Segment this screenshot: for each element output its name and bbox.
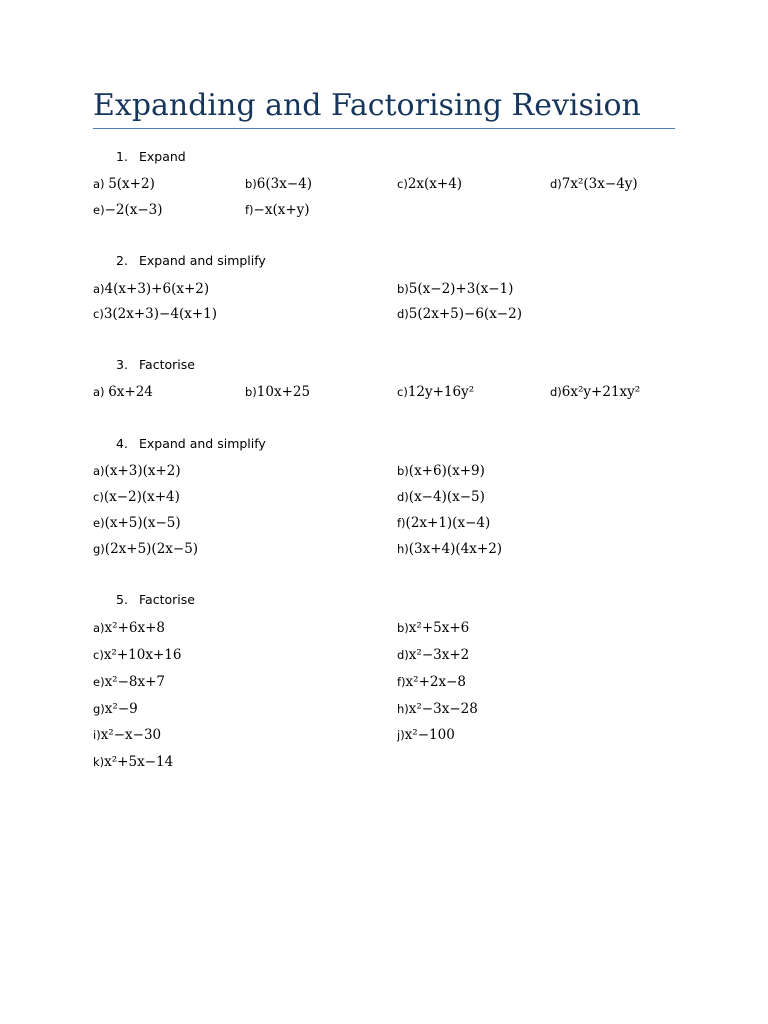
question-5k: k)x²+5x−14 [93,754,174,770]
section-5-heading [116,592,195,608]
question-4b: b)(x+6)(x+9) [397,463,485,479]
question-1b: b)6(3x−4) [245,176,313,192]
question-4a: a)(x+3)(x+2) [93,463,181,479]
question-3d: d)6x²y+21xy² [550,384,641,400]
question-3c: c)12y+16y² [397,384,475,400]
section-number: 5. [116,592,128,607]
question-4d: d)(x−4)(x−5) [397,489,485,505]
page-title: Expanding and Factorising Revision [93,88,641,123]
question-2c: c)3(2x+3)−4(x+1) [93,306,217,322]
question-1c: c)2x(x+4) [397,176,463,192]
section-title: Expand [139,149,186,164]
question-1a: a) 5(x+2) [93,176,155,192]
section-1-heading [116,149,186,165]
question-5d: d)x²−3x+2 [397,647,470,663]
question-5a: a)x²+6x+8 [93,620,165,636]
section-number: 3. [116,357,128,372]
question-2a: a)4(x+3)+6(x+2) [93,281,210,297]
section-4-heading [116,436,266,452]
question-4e: e)(x+5)(x−5) [93,515,181,531]
question-1f: f)−x(x+y) [245,202,310,218]
question-5b: b)x²+5x+6 [397,620,470,636]
section-title: Factorise [139,357,195,372]
question-2d: d)5(2x+5)−6(x−2) [397,306,522,322]
question-3b: b)10x+25 [245,384,311,400]
question-5h: h)x²−3x−28 [397,701,478,717]
question-4c: c)(x−2)(x+4) [93,489,180,505]
section-number: 2. [116,253,128,268]
question-5f: f)x²+2x−8 [397,674,466,690]
question-5j: j)x²−100 [397,727,455,743]
question-5c: c)x²+10x+16 [93,647,182,663]
section-number: 1. [116,149,128,164]
section-title: Expand and simplify [139,436,266,451]
section-title: Factorise [139,592,195,607]
section-2-heading [116,253,266,269]
question-4g: g)(2x+5)(2x−5) [93,541,199,557]
section-title: Expand and simplify [139,253,266,268]
section-3-heading [116,357,195,373]
title-underline [93,128,675,129]
question-4h: h)(3x+4)(4x+2) [397,541,503,557]
question-3a: a) 6x+24 [93,384,153,400]
question-5e: e)x²−8x+7 [93,674,166,690]
question-1e: e)−2(x−3) [93,202,163,218]
section-number: 4. [116,436,128,451]
question-1d: d)7x²(3x−4y) [550,176,638,192]
question-5i: i)x²−x−30 [93,727,162,743]
question-4f: f)(2x+1)(x−4) [397,515,491,531]
question-2b: b)5(x−2)+3(x−1) [397,281,514,297]
question-5g: g)x²−9 [93,701,138,717]
